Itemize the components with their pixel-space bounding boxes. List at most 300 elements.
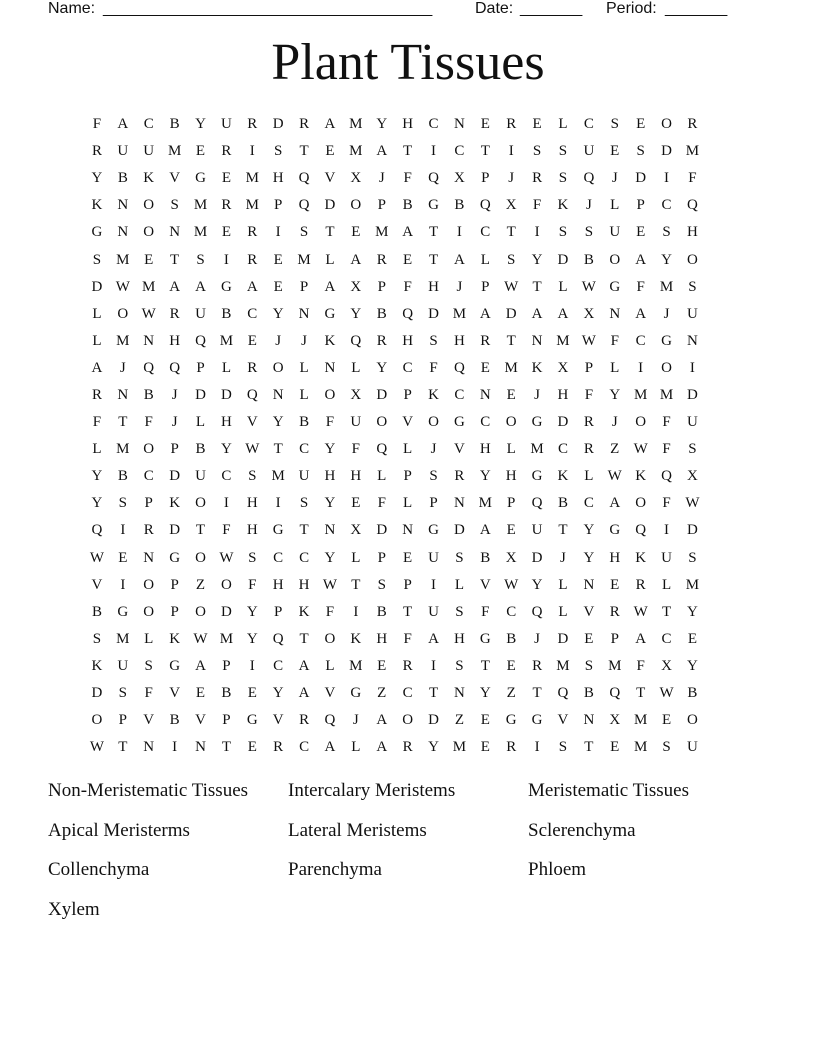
grid-row (84, 626, 734, 653)
grid-letter: O (324, 386, 336, 403)
grid-letter: P (118, 712, 127, 729)
grid-letter: R (247, 116, 258, 133)
grid-letter: M (219, 630, 234, 647)
grid-letter: T (480, 657, 490, 674)
grid-letter: C (661, 630, 672, 647)
grid-letter: Z (454, 712, 464, 729)
grid-letter: B (299, 414, 310, 431)
grid-letter: Y (324, 549, 336, 566)
grid-letter: X (453, 170, 465, 187)
grid-letter: M (659, 386, 674, 403)
grid-letter: P (481, 170, 490, 187)
grid-letter: M (633, 386, 648, 403)
grid-letter: D (661, 143, 672, 160)
grid-letter: D (91, 278, 103, 295)
grid-letter: R (454, 468, 465, 485)
grid-letter: V (453, 441, 465, 458)
grid-letter: S (299, 495, 309, 512)
grid-letter: W (89, 739, 105, 756)
grid-letter: O (143, 576, 155, 593)
grid-letter: Y (350, 305, 362, 322)
grid-letter: A (324, 739, 336, 756)
grid-letter: Y (91, 170, 103, 187)
grid-letter: T (661, 603, 672, 620)
grid-letter: T (170, 251, 180, 268)
grid-letter: S (299, 224, 309, 241)
grid-letter: Y (687, 603, 698, 620)
grid-letter: T (403, 603, 413, 620)
grid-letter: W (581, 332, 596, 349)
grid-letter: P (299, 278, 309, 295)
grid-letter: U (117, 657, 129, 674)
grid-letter: N (117, 197, 129, 214)
grid-letter: M (349, 143, 363, 160)
grid-letter: L (144, 630, 154, 647)
grid-letter: Q (531, 495, 543, 512)
grid-letter: S (377, 576, 386, 593)
grid-letter: R (480, 332, 491, 349)
grid-letter: U (531, 522, 543, 539)
grid-letter: J (534, 386, 540, 403)
grid-letter: S (429, 468, 438, 485)
grid-row (84, 165, 734, 192)
grid-letter: O (687, 712, 698, 729)
grid-letter: N (531, 332, 543, 349)
grid-letter: Q (402, 305, 414, 322)
grid-letter: R (91, 386, 102, 403)
grid-letter: R (376, 251, 387, 268)
grid-letter: H (453, 332, 465, 349)
grid-letter: U (220, 116, 232, 133)
grid-letter: Y (246, 630, 258, 647)
grid-letter: K (635, 468, 647, 485)
grid-letter: H (376, 630, 388, 647)
grid-letter: A (453, 251, 465, 268)
grid-letter: D (557, 414, 569, 431)
grid-letter: E (144, 251, 154, 268)
grid-letter: B (117, 170, 128, 187)
grid-letter: F (351, 441, 361, 458)
grid-letter: E (247, 332, 257, 349)
grid-letter: A (376, 712, 388, 729)
grid-letter: N (453, 685, 465, 702)
grid-letter: B (480, 549, 491, 566)
grid-letter: D (91, 685, 103, 702)
grid-letter: Z (377, 685, 387, 702)
grid-letter: U (583, 143, 595, 160)
grid-letter: I (120, 576, 126, 593)
grid-letter: S (144, 657, 153, 674)
grid-letter: H (687, 224, 698, 241)
grid-letter: J (611, 170, 618, 187)
grid-letter: A (479, 305, 491, 322)
grid-letter: E (118, 549, 128, 566)
grid-letter: G (609, 522, 621, 539)
grid-letter: O (195, 603, 206, 620)
grid-letter: M (193, 197, 208, 214)
grid-letter: Y (479, 468, 491, 485)
grid-letter: O (635, 414, 647, 431)
grid-letter: A (609, 495, 621, 512)
grid-letter: N (453, 495, 465, 512)
grid-letter: A (428, 630, 439, 647)
grid-letter: L (325, 657, 335, 674)
grid-letter: D (220, 603, 232, 620)
grid-letter: V (169, 170, 181, 187)
grid-row (84, 490, 734, 517)
grid-letter: E (221, 224, 231, 241)
grid-letter: S (558, 739, 568, 756)
grid-letter: C (557, 441, 568, 458)
grid-letter: E (351, 495, 361, 512)
grid-letter: T (506, 332, 516, 349)
grid-letter: A (557, 305, 569, 322)
grid-letter: D (169, 522, 181, 539)
grid-letter: Z (610, 441, 620, 458)
grid-letter: B (143, 386, 154, 403)
grid-letter: M (478, 495, 492, 512)
grid-letter: E (610, 576, 620, 593)
grid-letter: U (661, 549, 672, 566)
grid-letter: H (169, 332, 181, 349)
grid-letter: Y (195, 116, 206, 133)
grid-letter: L (377, 468, 387, 485)
grid-letter: T (351, 576, 361, 593)
grid-letter: E (506, 522, 516, 539)
grid-letter: M (245, 170, 259, 187)
grid-letter: M (556, 657, 570, 674)
grid-letter: H (220, 414, 232, 431)
grid-letter: F (429, 359, 438, 376)
grid-letter: B (169, 116, 180, 133)
grid-letter: Y (661, 251, 672, 268)
grid-letter: R (532, 657, 543, 674)
grid-letter: L (403, 441, 413, 458)
grid-letter: G (350, 685, 362, 702)
grid-letter: L (351, 549, 361, 566)
grid-letter: X (505, 197, 517, 214)
grid-letter: X (557, 359, 569, 376)
grid-letter: J (534, 630, 540, 647)
grid-letter: Y (428, 739, 439, 756)
grid-letter: L (610, 359, 620, 376)
grid-letter: C (299, 441, 310, 458)
grid-letter: F (222, 522, 231, 539)
grid-letter: E (480, 359, 490, 376)
grid-letter: C (402, 685, 413, 702)
grid-letter: K (324, 332, 336, 349)
grid-letter: T (532, 685, 542, 702)
grid-letter: N (479, 386, 491, 403)
grid-letter: I (534, 224, 540, 241)
grid-letter: X (687, 468, 698, 485)
grid-letter: S (455, 549, 464, 566)
grid-letter: A (195, 278, 206, 295)
grid-letter: M (245, 197, 259, 214)
grid-letter: I (275, 224, 281, 241)
grid-letter: D (428, 305, 439, 322)
grid-letter: B (454, 197, 465, 214)
grid-letter: F (532, 197, 542, 214)
grid-letter: F (248, 576, 257, 593)
period-label: Period: (606, 0, 657, 17)
grid-letter: P (274, 197, 283, 214)
grid-letter: O (117, 305, 129, 322)
word-bank-item: Sclerenchyma (528, 819, 636, 841)
grid-letter: Z (195, 576, 206, 593)
grid-letter: I (689, 359, 695, 376)
grid-letter: Q (635, 522, 647, 539)
word-bank-item: Collenchyma (48, 859, 150, 880)
grid-letter: R (247, 251, 258, 268)
grid-letter: F (377, 495, 386, 512)
grid-letter: Q (479, 197, 491, 214)
grid-letter: M (116, 251, 130, 268)
grid-letter: G (531, 468, 543, 485)
grid-row (84, 409, 734, 436)
date-blank-line: _______ (520, 0, 583, 17)
grid-letter: E (403, 251, 413, 268)
grid-letter: J (352, 712, 359, 729)
grid-letter: F (403, 170, 412, 187)
grid-letter: W (245, 441, 260, 458)
grid-letter: O (91, 712, 103, 729)
grid-letter: L (558, 603, 568, 620)
grid-letter: Y (583, 549, 595, 566)
grid-letter: E (687, 630, 698, 647)
grid-letter: W (504, 576, 519, 593)
grid-letter: E (377, 657, 387, 674)
grid-letter: W (685, 495, 700, 512)
grid-letter: Y (376, 116, 388, 133)
grid-letter: S (532, 143, 542, 160)
grid-letter: F (325, 603, 335, 620)
grid-row (84, 599, 734, 626)
grid-letter: M (167, 143, 182, 160)
grid-letter: D (376, 386, 388, 403)
grid-letter: M (193, 224, 208, 241)
grid-letter: N (583, 576, 595, 593)
grid-letter: N (169, 224, 181, 241)
grid-letter: Q (91, 522, 103, 539)
grid-letter: V (195, 712, 206, 729)
grid-letter: E (247, 685, 257, 702)
grid-letter: I (223, 495, 229, 512)
grid-letter: H (402, 116, 414, 133)
grid-letter: E (351, 224, 361, 241)
grid-letter: M (659, 278, 674, 295)
grid-letter: O (143, 441, 155, 458)
grid-row (84, 246, 734, 273)
grid-letter: M (633, 739, 648, 756)
grid-letter: H (324, 468, 336, 485)
grid-letter: T (506, 224, 516, 241)
grid-letter: Q (531, 603, 543, 620)
grid-letter: Y (376, 359, 388, 376)
grid-letter: U (428, 549, 439, 566)
grid-letter: H (272, 170, 284, 187)
grid-letter: J (508, 170, 515, 187)
grid-letter: S (558, 224, 568, 241)
grid-letter: R (143, 522, 154, 539)
grid-letter: O (143, 197, 155, 214)
grid-letter: R (247, 224, 258, 241)
grid-letter: R (532, 170, 543, 187)
grid-letter: D (169, 468, 181, 485)
grid-letter: A (350, 251, 362, 268)
grid-letter: G (169, 549, 181, 566)
grid-letter: Q (195, 332, 206, 349)
grid-letter: B (195, 441, 206, 458)
grid-letter: A (635, 305, 647, 322)
grid-letter: Q (246, 386, 258, 403)
grid-letter: T (532, 278, 542, 295)
grid-letter: X (609, 712, 621, 729)
grid-letter: G (169, 657, 181, 674)
grid-letter: H (505, 468, 517, 485)
grid-letter: J (430, 441, 437, 458)
grid-letter: A (298, 685, 310, 702)
grid-letter: T (299, 630, 309, 647)
grid-letter: Q (350, 332, 362, 349)
grid-letter: D (324, 197, 336, 214)
grid-row (84, 707, 734, 734)
grid-letter: Y (246, 603, 258, 620)
grid-letter: H (428, 278, 439, 295)
grid-letter: A (635, 251, 647, 268)
grid-letter: B (557, 495, 568, 512)
grid-letter: I (249, 657, 255, 674)
grid-letter: H (350, 468, 362, 485)
grid-letter: W (633, 603, 648, 620)
grid-letter: A (117, 116, 129, 133)
grid-letter: M (349, 116, 363, 133)
grid-letter: C (480, 414, 491, 431)
grid-letter: N (687, 332, 698, 349)
grid-letter: F (636, 278, 645, 295)
grid-letter: T (325, 224, 335, 241)
grid-letter: R (299, 712, 310, 729)
word-bank-item: Parenchyma (288, 859, 382, 880)
grid-letter: F (144, 685, 153, 702)
header-fields (48, 0, 768, 21)
grid-letter: F (325, 414, 335, 431)
grid-letter: D (428, 712, 439, 729)
grid-letter: Y (91, 495, 103, 512)
grid-letter: B (221, 305, 232, 322)
grid-letter: M (116, 441, 130, 458)
word-bank-item: Meristematic Tissues (528, 780, 689, 801)
grid-row (84, 328, 734, 355)
grid-letter: G (531, 712, 543, 729)
grid-letter: L (454, 576, 464, 593)
grid-letter: M (530, 441, 544, 458)
grid-letter: D (557, 251, 569, 268)
grid-letter: X (350, 278, 362, 295)
grid-letter: K (91, 197, 103, 214)
grid-letter: T (636, 685, 646, 702)
grid-letter: T (221, 739, 231, 756)
grid-letter: B (687, 685, 698, 702)
grid-letter: O (195, 495, 206, 512)
grid-letter: B (169, 712, 180, 729)
grid-letter: K (298, 603, 310, 620)
grid-letter: E (636, 116, 646, 133)
grid-letter: I (431, 576, 437, 593)
grid-letter: I (120, 522, 126, 539)
grid-letter: I (431, 657, 437, 674)
grid-letter: R (221, 197, 232, 214)
grid-letter: U (687, 739, 698, 756)
grid-letter: Q (583, 170, 595, 187)
grid-letter: G (220, 278, 232, 295)
grid-letter: N (272, 386, 284, 403)
grid-letter: K (350, 630, 362, 647)
grid-letter: A (324, 278, 336, 295)
grid-letter: N (324, 359, 336, 376)
grid-letter: J (171, 386, 178, 403)
grid-letter: W (504, 278, 519, 295)
grid-letter: S (662, 224, 671, 241)
grid-letter: R (169, 305, 180, 322)
grid-letter: X (583, 305, 595, 322)
grid-letter: N (117, 224, 129, 241)
grid-letter: M (297, 251, 311, 268)
grid-letter: P (170, 576, 179, 593)
grid-letter: O (635, 495, 647, 512)
grid-letter: T (428, 224, 439, 241)
grid-letter: A (91, 359, 103, 376)
grid-letter: A (298, 657, 310, 674)
grid-letter: A (531, 305, 543, 322)
grid-letter: K (169, 630, 181, 647)
grid-letter: L (351, 739, 361, 756)
grid-letter: E (532, 116, 542, 133)
grid-letter: W (219, 549, 234, 566)
grid-letter: D (195, 386, 206, 403)
grid-letter: X (350, 386, 362, 403)
grid-letter: F (636, 657, 645, 674)
grid-row (84, 382, 734, 409)
grid-letter: Y (687, 657, 698, 674)
grid-letter: C (143, 116, 154, 133)
grid-letter: P (274, 603, 283, 620)
word-bank-item: Xylem (48, 898, 100, 920)
grid-letter: O (609, 251, 621, 268)
grid-letter: P (170, 603, 179, 620)
grid-letter: R (402, 657, 413, 674)
grid-letter: H (272, 576, 284, 593)
grid-letter: O (195, 549, 206, 566)
grid-letter: P (196, 359, 205, 376)
grid-letter: L (558, 576, 568, 593)
grid-letter: G (428, 197, 439, 214)
grid-letter: D (453, 522, 465, 539)
grid-letter: E (221, 170, 231, 187)
grid-letter: O (376, 414, 388, 431)
grid-letter: L (351, 359, 361, 376)
grid-letter: M (633, 712, 648, 729)
grid-letter: U (195, 305, 206, 322)
grid-letter: S (688, 441, 697, 458)
grid-row (84, 734, 734, 761)
grid-letter: B (376, 603, 387, 620)
grid-letter: T (195, 522, 206, 539)
grid-letter: V (143, 712, 155, 729)
word-bank-item: Phloem (528, 859, 587, 880)
grid-letter: Q (143, 359, 155, 376)
grid-letter: F (610, 332, 619, 349)
